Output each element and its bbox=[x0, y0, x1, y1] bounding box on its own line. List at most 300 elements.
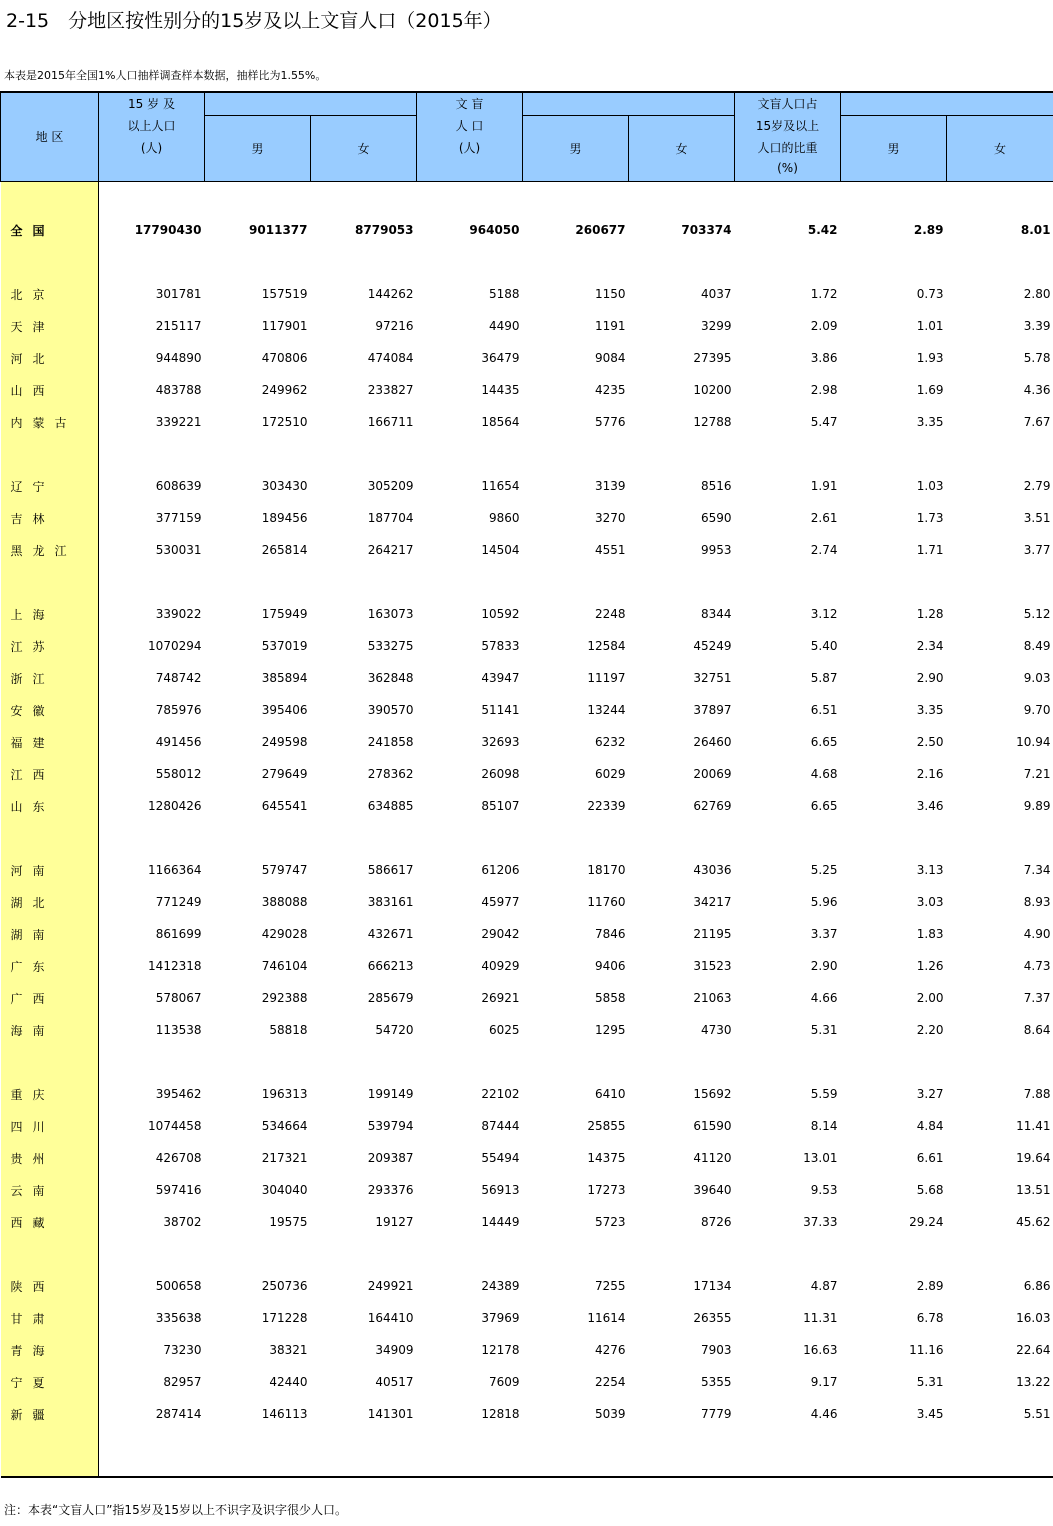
value-cell: 171228 bbox=[261, 1311, 308, 1325]
value-cell: 97216 bbox=[375, 319, 414, 333]
value-cell: 3.13 bbox=[916, 863, 944, 877]
value-cell: 537019 bbox=[261, 639, 308, 653]
spacer-row bbox=[1, 246, 1053, 278]
value-cell: 1074458 bbox=[148, 1119, 202, 1133]
value-cell: 249921 bbox=[367, 1279, 414, 1293]
value-cell: 10200 bbox=[693, 383, 732, 397]
value-cell: 6.51 bbox=[810, 703, 838, 717]
value-cell: 57833 bbox=[481, 639, 520, 653]
value-cell: 5723 bbox=[594, 1215, 626, 1229]
value-cell: 6.61 bbox=[916, 1151, 944, 1165]
empty-cell bbox=[417, 182, 523, 215]
value-cell: 5.31 bbox=[916, 1375, 944, 1389]
table-row bbox=[1, 1110, 1053, 1142]
value-cell: 2.80 bbox=[1023, 287, 1051, 301]
value-cell: 209387 bbox=[367, 1151, 414, 1165]
value-cell: 1.93 bbox=[916, 351, 944, 365]
value-cell: 3.35 bbox=[916, 415, 944, 429]
value-cell: 250736 bbox=[261, 1279, 308, 1293]
empty-cell bbox=[99, 1430, 205, 1477]
value-cell: 278362 bbox=[367, 767, 414, 781]
value-cell: 21063 bbox=[693, 991, 732, 1005]
table-footnote: 注：本表“文盲人口”指15岁及15岁以上不识字及识字很少人口。 bbox=[4, 1503, 347, 1517]
value-cell: 1.69 bbox=[916, 383, 944, 397]
value-cell: 634885 bbox=[367, 799, 414, 813]
value-cell: 265814 bbox=[261, 543, 308, 557]
value-cell: 15692 bbox=[693, 1087, 732, 1101]
value-cell: 14375 bbox=[587, 1151, 626, 1165]
empty-cell bbox=[947, 566, 1053, 598]
table-row bbox=[1, 534, 1053, 566]
data-table bbox=[0, 91, 1053, 1478]
value-cell: 5.59 bbox=[810, 1087, 838, 1101]
value-cell: 196313 bbox=[261, 1087, 308, 1101]
value-cell: 9.89 bbox=[1023, 799, 1051, 813]
value-cell: 305209 bbox=[367, 479, 414, 493]
empty-cell bbox=[311, 1238, 417, 1270]
spacer-row bbox=[1, 1430, 1053, 1477]
empty-cell bbox=[311, 822, 417, 854]
empty-cell bbox=[629, 182, 735, 215]
value-cell: 4.46 bbox=[810, 1407, 838, 1421]
value-cell: 19.64 bbox=[1016, 1151, 1051, 1165]
value-cell: 7.88 bbox=[1023, 1087, 1051, 1101]
value-cell: 2.50 bbox=[916, 735, 944, 749]
value-cell: 241858 bbox=[367, 735, 414, 749]
value-cell: 3.37 bbox=[810, 927, 838, 941]
value-cell: 22102 bbox=[481, 1087, 520, 1101]
value-cell: 2.89 bbox=[916, 1279, 944, 1293]
header-pop15-line: 以上人口 bbox=[127, 119, 176, 133]
value-cell: 530031 bbox=[155, 543, 202, 557]
table-row bbox=[1, 950, 1053, 982]
value-cell: 32751 bbox=[693, 671, 732, 685]
value-cell: 4.66 bbox=[810, 991, 838, 1005]
value-cell: 157519 bbox=[261, 287, 308, 301]
value-cell: 5.87 bbox=[810, 671, 838, 685]
value-cell: 7846 bbox=[594, 927, 626, 941]
empty-cell bbox=[947, 822, 1053, 854]
value-cell: 4.68 bbox=[810, 767, 838, 781]
header-pop15-male: 男 bbox=[205, 116, 311, 182]
value-cell: 164410 bbox=[367, 1311, 414, 1325]
value-cell: 8.64 bbox=[1023, 1023, 1051, 1037]
value-cell: 1.26 bbox=[916, 959, 944, 973]
empty-cell bbox=[99, 1046, 205, 1078]
region-name-cell: 湖北 bbox=[1, 886, 99, 918]
value-cell: 390570 bbox=[367, 703, 414, 717]
region-cell bbox=[1, 822, 99, 854]
value-cell: 61590 bbox=[693, 1119, 732, 1133]
spacer-row bbox=[1, 438, 1053, 470]
value-cell: 2.16 bbox=[916, 767, 944, 781]
region-cell bbox=[1, 1046, 99, 1078]
region-name-cell: 福建 bbox=[1, 726, 99, 758]
empty-cell bbox=[311, 246, 417, 278]
value-cell: 11654 bbox=[481, 479, 520, 493]
value-cell: 32693 bbox=[481, 735, 520, 749]
value-cell: 4730 bbox=[700, 1023, 732, 1037]
value-cell: 534664 bbox=[261, 1119, 308, 1133]
value-cell: 2.89 bbox=[913, 223, 944, 237]
value-cell: 9011377 bbox=[249, 223, 308, 237]
table-row bbox=[1, 662, 1053, 694]
value-cell: 1295 bbox=[594, 1023, 626, 1037]
value-cell: 1.83 bbox=[916, 927, 944, 941]
value-cell: 7609 bbox=[488, 1375, 520, 1389]
region-name-cell: 湖南 bbox=[1, 918, 99, 950]
empty-cell bbox=[523, 1046, 629, 1078]
value-cell: 29.24 bbox=[909, 1215, 944, 1229]
table-row bbox=[1, 1174, 1053, 1206]
page-title: 2-15 分地区按性别分的15岁及以上文盲人口（2015年） bbox=[6, 10, 502, 32]
value-cell: 11614 bbox=[587, 1311, 626, 1325]
table-row bbox=[1, 342, 1053, 374]
table-row bbox=[1, 726, 1053, 758]
value-cell: 8.01 bbox=[1020, 223, 1051, 237]
value-cell: 0.73 bbox=[916, 287, 944, 301]
value-cell: 38702 bbox=[163, 1215, 202, 1229]
value-cell: 54720 bbox=[375, 1023, 414, 1037]
value-cell: 16.63 bbox=[803, 1343, 838, 1357]
value-cell: 172510 bbox=[261, 415, 308, 429]
table-row bbox=[1, 918, 1053, 950]
header-ratio-span bbox=[841, 92, 1053, 116]
empty-cell bbox=[629, 822, 735, 854]
value-cell: 470806 bbox=[261, 351, 308, 365]
value-cell: 11760 bbox=[587, 895, 626, 909]
value-cell: 2.34 bbox=[916, 639, 944, 653]
region-name-cell: 云南 bbox=[1, 1174, 99, 1206]
value-cell: 25855 bbox=[587, 1119, 626, 1133]
region-cell bbox=[1, 246, 99, 278]
spacer-row bbox=[1, 566, 1053, 598]
value-cell: 87444 bbox=[481, 1119, 520, 1133]
value-cell: 56913 bbox=[481, 1183, 520, 1197]
value-cell: 2.20 bbox=[916, 1023, 944, 1037]
value-cell: 303430 bbox=[261, 479, 308, 493]
value-cell: 9860 bbox=[488, 511, 520, 525]
empty-cell bbox=[735, 1430, 841, 1477]
value-cell: 13244 bbox=[587, 703, 626, 717]
value-cell: 9.03 bbox=[1023, 671, 1051, 685]
value-cell: 5.31 bbox=[810, 1023, 838, 1037]
value-cell: 5776 bbox=[594, 415, 626, 429]
value-cell: 2.61 bbox=[810, 511, 838, 525]
value-cell: 9406 bbox=[594, 959, 626, 973]
table-row bbox=[1, 1014, 1053, 1046]
empty-cell bbox=[523, 566, 629, 598]
empty-cell bbox=[99, 1238, 205, 1270]
value-cell: 14504 bbox=[481, 543, 520, 557]
spacer-row bbox=[1, 1046, 1053, 1078]
empty-cell bbox=[841, 566, 947, 598]
region-name-cell: 陕西 bbox=[1, 1270, 99, 1302]
value-cell: 5.78 bbox=[1023, 351, 1051, 365]
value-cell: 18170 bbox=[587, 863, 626, 877]
value-cell: 73230 bbox=[163, 1343, 202, 1357]
value-cell: 215117 bbox=[155, 319, 202, 333]
value-cell: 383161 bbox=[367, 895, 414, 909]
header-illiterate bbox=[417, 92, 523, 182]
empty-cell bbox=[311, 182, 417, 215]
region-cell bbox=[1, 438, 99, 470]
value-cell: 4490 bbox=[488, 319, 520, 333]
value-cell: 1150 bbox=[594, 287, 626, 301]
value-cell: 13.01 bbox=[803, 1151, 838, 1165]
value-cell: 217321 bbox=[261, 1151, 308, 1165]
empty-cell bbox=[99, 246, 205, 278]
value-cell: 4.90 bbox=[1023, 927, 1051, 941]
header-pop15-line: (人) bbox=[140, 141, 163, 155]
value-cell: 8.49 bbox=[1023, 639, 1051, 653]
value-cell: 11.16 bbox=[909, 1343, 944, 1357]
region-name-cell: 北京 bbox=[1, 278, 99, 310]
value-cell: 2.98 bbox=[810, 383, 838, 397]
region-cell bbox=[1, 182, 99, 215]
value-cell: 17273 bbox=[587, 1183, 626, 1197]
value-cell: 12584 bbox=[587, 639, 626, 653]
region-name-cell: 山东 bbox=[1, 790, 99, 822]
empty-cell bbox=[205, 566, 311, 598]
spacer-row bbox=[1, 1238, 1053, 1270]
value-cell: 6.78 bbox=[916, 1311, 944, 1325]
value-cell: 9.70 bbox=[1023, 703, 1051, 717]
value-cell: 578067 bbox=[155, 991, 202, 1005]
value-cell: 491456 bbox=[155, 735, 202, 749]
value-cell: 3.86 bbox=[810, 351, 838, 365]
empty-cell bbox=[735, 1238, 841, 1270]
empty-cell bbox=[417, 1046, 523, 1078]
region-name-cell: 安徽 bbox=[1, 694, 99, 726]
value-cell: 964050 bbox=[469, 223, 520, 237]
region-name-cell: 山西 bbox=[1, 374, 99, 406]
value-cell: 6.65 bbox=[810, 735, 838, 749]
value-cell: 4551 bbox=[594, 543, 626, 557]
value-cell: 6029 bbox=[594, 767, 626, 781]
empty-cell bbox=[841, 438, 947, 470]
table-row bbox=[1, 790, 1053, 822]
empty-cell bbox=[417, 1430, 523, 1477]
table-row bbox=[1, 1334, 1053, 1366]
value-cell: 4.84 bbox=[916, 1119, 944, 1133]
empty-cell bbox=[841, 182, 947, 215]
region-name-cell: 黑龙江 bbox=[1, 534, 99, 566]
value-cell: 3.45 bbox=[916, 1407, 944, 1421]
value-cell: 292388 bbox=[261, 991, 308, 1005]
value-cell: 1191 bbox=[594, 319, 626, 333]
value-cell: 1.71 bbox=[916, 543, 944, 557]
empty-cell bbox=[841, 246, 947, 278]
empty-cell bbox=[205, 1046, 311, 1078]
value-cell: 1.28 bbox=[916, 607, 944, 621]
empty-cell bbox=[947, 1046, 1053, 1078]
table-row bbox=[1, 470, 1053, 502]
region-name-cell: 广东 bbox=[1, 950, 99, 982]
empty-cell bbox=[841, 1430, 947, 1477]
value-cell: 16.03 bbox=[1016, 1311, 1051, 1325]
table-row bbox=[1, 1206, 1053, 1238]
value-cell: 37897 bbox=[693, 703, 732, 717]
value-cell: 166711 bbox=[367, 415, 414, 429]
value-cell: 260677 bbox=[575, 223, 626, 237]
value-cell: 645541 bbox=[261, 799, 308, 813]
value-cell: 7779 bbox=[700, 1407, 732, 1421]
empty-cell bbox=[205, 246, 311, 278]
table-row bbox=[1, 1078, 1053, 1110]
value-cell: 37969 bbox=[481, 1311, 520, 1325]
value-cell: 4235 bbox=[594, 383, 626, 397]
value-cell: 3139 bbox=[594, 479, 626, 493]
empty-cell bbox=[523, 246, 629, 278]
value-cell: 6025 bbox=[488, 1023, 520, 1037]
value-cell: 26355 bbox=[693, 1311, 732, 1325]
value-cell: 5.68 bbox=[916, 1183, 944, 1197]
value-cell: 1280426 bbox=[148, 799, 202, 813]
value-cell: 4.87 bbox=[810, 1279, 838, 1293]
empty-cell bbox=[205, 1238, 311, 1270]
header-ratio-line: 15岁及以上 bbox=[755, 119, 820, 133]
value-cell: 9.53 bbox=[810, 1183, 838, 1197]
spacer-row bbox=[1, 182, 1053, 215]
empty-cell bbox=[99, 438, 205, 470]
value-cell: 27395 bbox=[693, 351, 732, 365]
empty-cell bbox=[205, 182, 311, 215]
value-cell: 163073 bbox=[367, 607, 414, 621]
value-cell: 189456 bbox=[261, 511, 308, 525]
region-name-cell: 吉林 bbox=[1, 502, 99, 534]
value-cell: 533275 bbox=[367, 639, 414, 653]
value-cell: 1412318 bbox=[148, 959, 202, 973]
empty-cell bbox=[311, 438, 417, 470]
empty-cell bbox=[99, 822, 205, 854]
value-cell: 861699 bbox=[155, 927, 202, 941]
data-table-frame bbox=[0, 91, 1053, 1461]
value-cell: 429028 bbox=[261, 927, 308, 941]
value-cell: 7.21 bbox=[1023, 767, 1051, 781]
value-cell: 7903 bbox=[700, 1343, 732, 1357]
value-cell: 264217 bbox=[367, 543, 414, 557]
value-cell: 3.39 bbox=[1023, 319, 1051, 333]
region-name-cell: 浙江 bbox=[1, 662, 99, 694]
header-illiterate-line: (人) bbox=[458, 141, 481, 155]
empty-cell bbox=[99, 182, 205, 215]
value-cell: 21195 bbox=[693, 927, 732, 941]
value-cell: 61206 bbox=[481, 863, 520, 877]
empty-cell bbox=[523, 438, 629, 470]
region-name-cell: 海南 bbox=[1, 1014, 99, 1046]
value-cell: 9084 bbox=[594, 351, 626, 365]
value-cell: 2.00 bbox=[916, 991, 944, 1005]
value-cell: 4.36 bbox=[1023, 383, 1051, 397]
value-cell: 39640 bbox=[693, 1183, 732, 1197]
empty-cell bbox=[841, 1238, 947, 1270]
value-cell: 944890 bbox=[155, 351, 202, 365]
value-cell: 287414 bbox=[155, 1407, 202, 1421]
value-cell: 1.01 bbox=[916, 319, 944, 333]
value-cell: 362848 bbox=[367, 671, 414, 685]
value-cell: 9953 bbox=[700, 543, 732, 557]
value-cell: 9.17 bbox=[810, 1375, 838, 1389]
value-cell: 2.74 bbox=[810, 543, 838, 557]
value-cell: 7.67 bbox=[1023, 415, 1051, 429]
header-illiterate-female: 女 bbox=[629, 116, 735, 182]
value-cell: 6.65 bbox=[810, 799, 838, 813]
value-cell: 385894 bbox=[261, 671, 308, 685]
empty-cell bbox=[417, 438, 523, 470]
value-cell: 771249 bbox=[155, 895, 202, 909]
header-ratio-male: 男 bbox=[841, 116, 947, 182]
value-cell: 748742 bbox=[155, 671, 202, 685]
value-cell: 666213 bbox=[367, 959, 414, 973]
region-cell bbox=[1, 1238, 99, 1270]
empty-cell bbox=[417, 1238, 523, 1270]
value-cell: 10.94 bbox=[1016, 735, 1051, 749]
value-cell: 12818 bbox=[481, 1407, 520, 1421]
value-cell: 38321 bbox=[269, 1343, 308, 1357]
value-cell: 40517 bbox=[375, 1375, 414, 1389]
value-cell: 301781 bbox=[155, 287, 202, 301]
value-cell: 377159 bbox=[155, 511, 202, 525]
value-cell: 17790430 bbox=[134, 223, 202, 237]
empty-cell bbox=[523, 822, 629, 854]
value-cell: 8516 bbox=[700, 479, 732, 493]
region-name-cell: 天津 bbox=[1, 310, 99, 342]
value-cell: 175949 bbox=[261, 607, 308, 621]
table-row bbox=[1, 406, 1053, 438]
empty-cell bbox=[523, 182, 629, 215]
value-cell: 36479 bbox=[481, 351, 520, 365]
header-illiterate-line: 人 口 bbox=[455, 119, 484, 133]
value-cell: 395406 bbox=[261, 703, 308, 717]
empty-cell bbox=[735, 566, 841, 598]
table-row bbox=[1, 630, 1053, 662]
value-cell: 3.35 bbox=[916, 703, 944, 717]
table-row bbox=[1, 1270, 1053, 1302]
table-row bbox=[1, 886, 1053, 918]
value-cell: 22339 bbox=[587, 799, 626, 813]
table-row bbox=[1, 598, 1053, 630]
value-cell: 3299 bbox=[700, 319, 732, 333]
value-cell: 43036 bbox=[693, 863, 732, 877]
value-cell: 11.41 bbox=[1016, 1119, 1051, 1133]
value-cell: 58818 bbox=[269, 1023, 308, 1037]
region-cell bbox=[1, 566, 99, 598]
region-name-cell: 内蒙古 bbox=[1, 406, 99, 438]
value-cell: 2.79 bbox=[1023, 479, 1051, 493]
region-name-cell: 全国 bbox=[1, 214, 99, 246]
header-ratio-line: 文盲人口占 bbox=[757, 97, 818, 111]
empty-cell bbox=[417, 246, 523, 278]
region-name-cell: 新疆 bbox=[1, 1398, 99, 1430]
region-name-cell: 江西 bbox=[1, 758, 99, 790]
table-row bbox=[1, 1142, 1053, 1174]
value-cell: 51141 bbox=[481, 703, 520, 717]
value-cell: 8344 bbox=[700, 607, 732, 621]
value-cell: 558012 bbox=[155, 767, 202, 781]
value-cell: 42440 bbox=[269, 1375, 308, 1389]
value-cell: 6.86 bbox=[1023, 1279, 1051, 1293]
value-cell: 339022 bbox=[155, 607, 202, 621]
value-cell: 5.25 bbox=[810, 863, 838, 877]
region-name-cell: 辽宁 bbox=[1, 470, 99, 502]
value-cell: 2.90 bbox=[916, 671, 944, 685]
empty-cell bbox=[629, 1238, 735, 1270]
table-row bbox=[1, 982, 1053, 1014]
table-row bbox=[1, 1366, 1053, 1398]
empty-cell bbox=[735, 1046, 841, 1078]
value-cell: 82957 bbox=[163, 1375, 202, 1389]
